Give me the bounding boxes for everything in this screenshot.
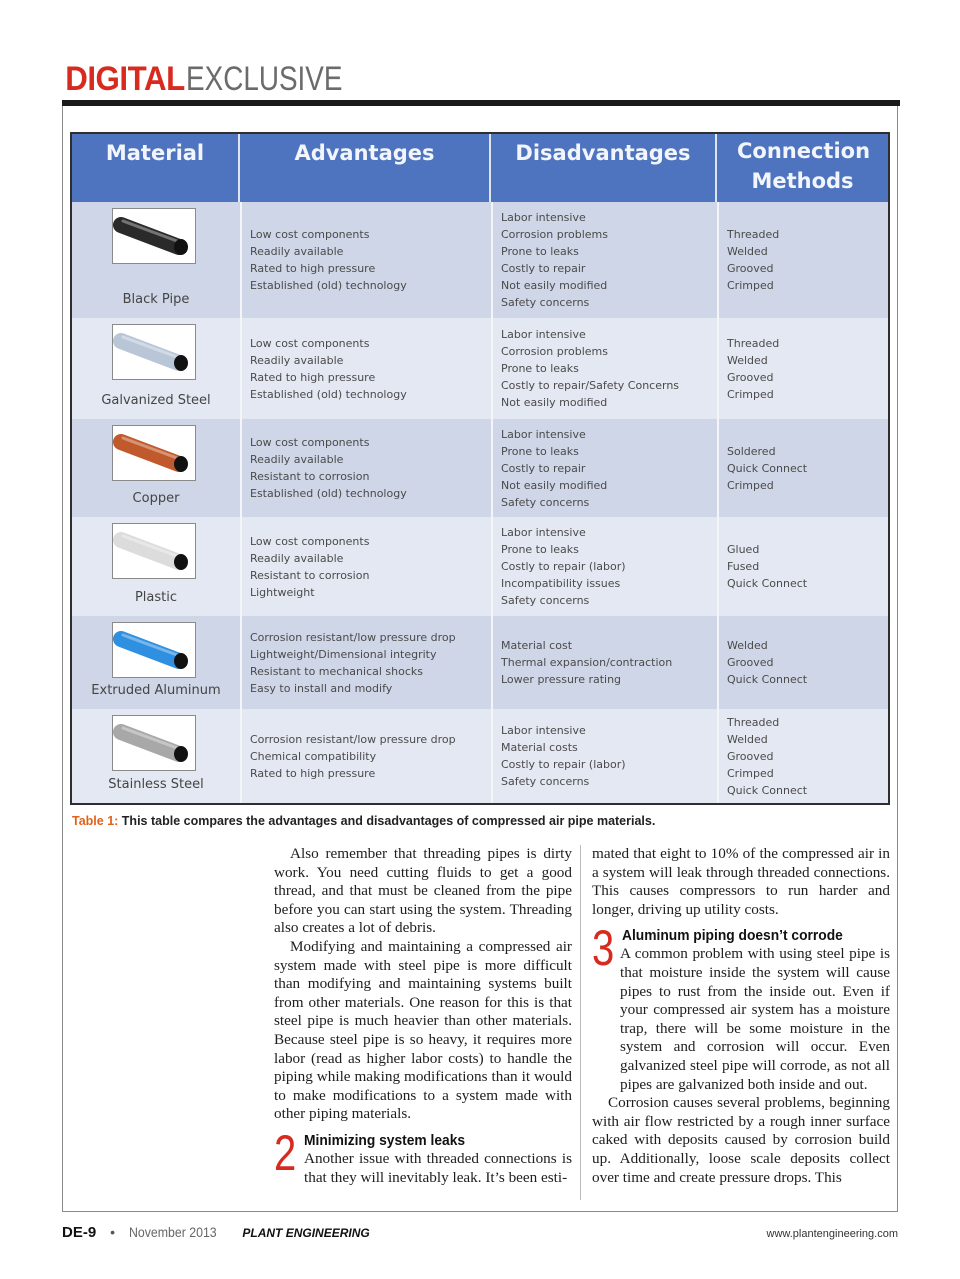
material-name: Black Pipe (122, 292, 190, 307)
list-item: Safety concerns (501, 775, 590, 788)
list-item: Grooved (727, 371, 774, 384)
list-item: Labor intensive (501, 328, 586, 341)
list-item: Easy to install and modify (250, 682, 393, 695)
list-item: Rated to high pressure (250, 262, 376, 275)
list-item: Readily available (250, 552, 344, 565)
pipe-image (112, 324, 196, 380)
list-item: Readily available (250, 354, 344, 367)
list-item: Welded (727, 245, 768, 258)
material-name: Galvanized Steel (101, 393, 211, 408)
list-item: Material cost (501, 639, 573, 652)
list-item: Grooved (727, 262, 774, 275)
pipe-image (112, 715, 196, 771)
section-number: 2 (274, 1124, 297, 1181)
list-item: Not easily modified (501, 396, 608, 409)
connection-methods-cell (717, 318, 888, 419)
table-header (72, 134, 888, 202)
table-row (72, 318, 888, 419)
footer-bullet: • (110, 1224, 115, 1240)
list-item: Not easily modified (501, 479, 608, 492)
list-item: Labor intensive (501, 724, 586, 737)
list-item: Prone to leaks (501, 362, 579, 375)
connection-methods-cell (717, 419, 888, 517)
disadvantages-cell (491, 318, 719, 419)
section-title-bold: DIGITAL (65, 60, 185, 98)
advantages-cell (240, 517, 493, 616)
list-item: Established (old) technology (250, 388, 407, 401)
material-name: Plastic (134, 590, 178, 605)
list-item: Costly to repair/Safety Concerns (501, 379, 680, 392)
caption-text: This table compares the advantages and disadvantages of compressed air pipe materials. (121, 814, 656, 828)
paragraph: Modifying and maintaining a compressed air system made with steel pipe is more difficult than modifying and maintaining systems built from other materials. One reason for this is that steel pipe is much heavier than other materials. Because steel pipe is so heavy, it requires more labor (read as higher labor costs) to handle the piping while making modifications than it would to make modifications to a system made with other piping materials. (274, 937, 572, 1123)
list-item: Threaded (727, 716, 780, 729)
list-item: Incompatibility issues (501, 577, 621, 590)
list-item: Established (old) technology (250, 279, 407, 292)
list-item: Thermal expansion/contraction (501, 656, 673, 669)
list-item: Lower pressure rating (501, 673, 622, 686)
footer-url: www.plantengineering.com (766, 1228, 898, 1240)
caption-label: Table 1: (72, 814, 119, 828)
header-disadvantages: Disadvantages (491, 134, 717, 202)
advantages-cell (240, 709, 493, 803)
list-item: Material costs (501, 741, 578, 754)
list-item: Costly to repair (labor) (501, 560, 626, 573)
section-3 (592, 920, 890, 977)
advantages-cell (240, 616, 493, 709)
list-item: Rated to high pressure (250, 767, 376, 780)
section-title-light: EXCLUSIVE (185, 60, 343, 98)
list-item: Readily available (250, 245, 344, 258)
list-item: Chemical compatibility (250, 750, 377, 763)
list-item: Costly to repair (501, 462, 586, 475)
list-item: Threaded (727, 228, 780, 241)
list-item: Lightweight/Dimensional integrity (250, 648, 437, 661)
table-row (72, 419, 888, 517)
table-row (72, 616, 888, 709)
list-item: Corrosion resistant/low pressure drop (250, 733, 456, 746)
paragraph: A common problem with using steel pipe is that moisture inside the system will cause pipes to rust from the inside out. Even if your compressed air system has a moisture trap, there will be some moisture in the system and corrosion will occur. Even galvanized steel pipe will corrode, as not all pipes are galvanized both inside and out. (620, 945, 890, 1093)
list-item: Soldered (727, 445, 776, 458)
connection-methods-cell (717, 517, 888, 616)
list-item: Resistant to corrosion (250, 470, 370, 483)
list-item: Labor intensive (501, 211, 586, 224)
header-advantages: Advantages (240, 134, 491, 202)
issue-date: November 2013 (128, 1224, 217, 1240)
table-row (72, 202, 888, 318)
table-caption (72, 814, 655, 828)
list-item: Fused (727, 560, 760, 573)
list-item: Safety concerns (501, 496, 590, 509)
material-cell (72, 616, 242, 709)
list-item: Readily available (250, 453, 344, 466)
paragraph: Also remember that threading pipes is dirty work. You need cutting fluids to get a good thread, and that must be cleaned from the pipe before you can start using the system. Threading also creates a lot of debris. (274, 845, 572, 937)
material-cell (72, 709, 242, 803)
list-item: Resistant to corrosion (250, 569, 370, 582)
magazine-name: PLANT ENGINEERING (242, 1226, 370, 1240)
list-item: Low cost components (250, 337, 370, 350)
list-item: Costly to repair (labor) (501, 758, 626, 771)
material-cell (72, 419, 242, 517)
list-item: Crimped (727, 767, 774, 780)
list-item: Glued (727, 543, 760, 556)
material-cell (72, 517, 242, 616)
paragraph: mated that eight to 10% of the compressed air in a system will leak through threaded connections. This causes compressors to run harder and longer, driving up utility costs. (592, 845, 890, 918)
list-item: Prone to leaks (501, 445, 579, 458)
list-item: Costly to repair (501, 262, 586, 275)
list-item: Quick Connect (727, 577, 808, 590)
paragraph: Another issue with threaded connections is that they will inevitably leak. It’s been esti- (304, 1149, 572, 1186)
disadvantages-cell (491, 709, 719, 803)
list-item: Not easily modified (501, 279, 608, 292)
pipe-image (112, 523, 196, 579)
list-item: Crimped (727, 279, 774, 292)
list-item: Welded (727, 733, 768, 746)
list-item: Labor intensive (501, 526, 586, 539)
header-material: Material (72, 134, 240, 202)
list-item: Lightweight (250, 586, 315, 599)
list-item: Resistant to mechanical shocks (250, 665, 424, 678)
material-name: Copper (132, 491, 180, 506)
advantages-cell (240, 419, 493, 517)
footer-left (62, 1224, 370, 1241)
connection-methods-cell (717, 709, 888, 803)
list-item: Welded (727, 354, 768, 367)
list-item: Grooved (727, 750, 774, 763)
material-name: Stainless Steel (108, 777, 204, 792)
list-item: Low cost components (250, 436, 370, 449)
section-2 (274, 1124, 572, 1181)
list-item: Threaded (727, 337, 780, 350)
list-item: Rated to high pressure (250, 371, 376, 384)
list-item: Corrosion problems (501, 228, 608, 241)
material-cell (72, 318, 242, 419)
list-item: Corrosion resistant/low pressure drop (250, 631, 456, 644)
list-item: Quick Connect (727, 462, 808, 475)
list-item: Crimped (727, 388, 774, 401)
disadvantages-cell (491, 616, 719, 709)
pipe-image (112, 208, 196, 264)
section-title (60, 58, 377, 100)
list-item: Quick Connect (727, 784, 808, 797)
list-item: Prone to leaks (501, 543, 579, 556)
list-item: Prone to leaks (501, 245, 579, 258)
list-item: Welded (727, 639, 768, 652)
column-divider (580, 845, 581, 1200)
pipe-image (112, 425, 196, 481)
article-column-1 (274, 845, 572, 1187)
material-cell (72, 202, 242, 318)
section-heading: Aluminum piping doesn’t corrode (622, 927, 843, 945)
table-row (72, 517, 888, 616)
advantages-cell (240, 202, 493, 318)
comparison-table (70, 132, 890, 805)
disadvantages-cell (491, 202, 719, 318)
connection-methods-cell (717, 616, 888, 709)
list-item: Quick Connect (727, 673, 808, 686)
article-column-2 (592, 845, 890, 1187)
page-number: DE-9 (62, 1224, 97, 1241)
list-item: Safety concerns (501, 296, 590, 309)
disadvantages-cell (491, 419, 719, 517)
table-row (72, 709, 888, 803)
list-item: Safety concerns (501, 594, 590, 607)
list-item: Established (old) technology (250, 487, 407, 500)
connection-methods-cell (717, 202, 888, 318)
list-item: Crimped (727, 479, 774, 492)
list-item: Grooved (727, 656, 774, 669)
header-connection-methods: Connection Methods (737, 139, 871, 193)
list-item: Labor intensive (501, 428, 586, 441)
section-number: 3 (592, 920, 615, 977)
disadvantages-cell (491, 517, 719, 616)
section-heading: Minimizing system leaks (304, 1131, 466, 1149)
list-item: Low cost components (250, 228, 370, 241)
advantages-cell (240, 318, 493, 419)
pipe-image (112, 622, 196, 678)
list-item: Corrosion problems (501, 345, 608, 358)
paragraph: Corrosion causes several problems, beginning with air flow restricted by a rough inner surface caked with deposits caused by corrosion build up. Additionally, loose scale deposits collect over time and create pressure drops. This (592, 1094, 890, 1186)
material-name: Extruded Aluminum (91, 683, 221, 698)
list-item: Low cost components (250, 535, 370, 548)
